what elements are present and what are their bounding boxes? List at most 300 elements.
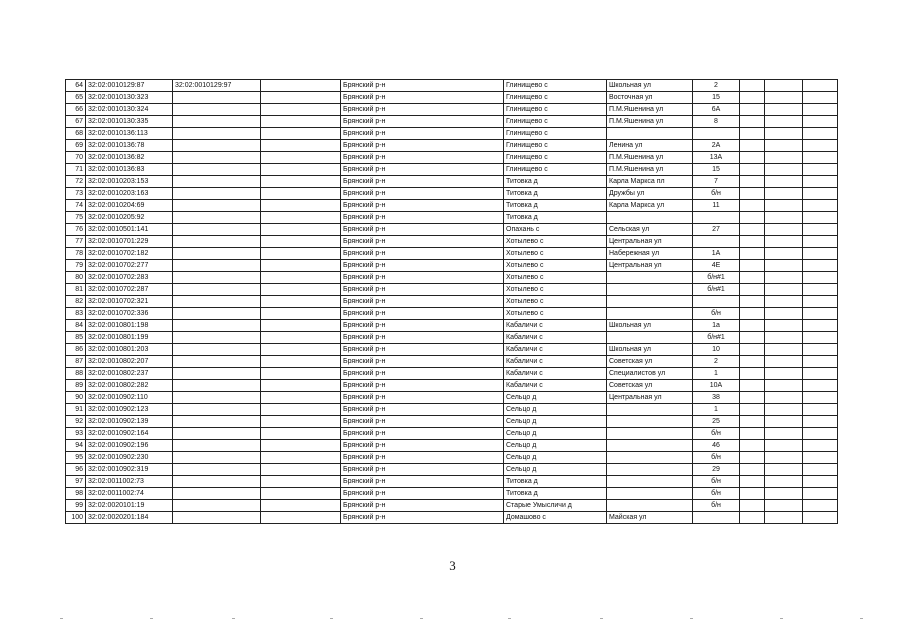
cell-settlement: Кабаличи с — [504, 356, 607, 368]
cell-district: Брянский р-н — [341, 212, 504, 224]
cell-empty — [765, 92, 803, 104]
cell-empty — [740, 404, 765, 416]
cell-settlement: Хотылево с — [504, 248, 607, 260]
cell-empty — [803, 512, 838, 524]
cell-empty — [765, 476, 803, 488]
cell-empty — [803, 332, 838, 344]
cell-district: Брянский р-н — [341, 452, 504, 464]
cell-parent-cadastral-number — [173, 308, 261, 320]
cell-district: Брянский р-н — [341, 404, 504, 416]
cell-parent-cadastral-number — [173, 332, 261, 344]
cell-empty — [261, 392, 341, 404]
table-row — [66, 140, 838, 152]
cell-house-number: 15 — [693, 164, 740, 176]
cell-empty — [765, 260, 803, 272]
cell-district: Брянский р-н — [341, 188, 504, 200]
cell-parent-cadastral-number: 32:02:0010129:97 — [173, 80, 261, 92]
cell-district: Брянский р-н — [341, 344, 504, 356]
cell-empty — [765, 104, 803, 116]
cell-cadastral-number: 32:02:0020101:19 — [86, 500, 173, 512]
cell-district: Брянский р-н — [341, 116, 504, 128]
cell-row-number: 72 — [66, 176, 86, 188]
table-row — [66, 272, 838, 284]
cell-house-number: 38 — [693, 392, 740, 404]
cell-empty — [803, 488, 838, 500]
cell-cadastral-number: 32:02:0010702:287 — [86, 284, 173, 296]
cell-parent-cadastral-number — [173, 428, 261, 440]
cell-street: П.М.Яшенина ул — [607, 164, 693, 176]
cell-cadastral-number: 32:02:0010203:163 — [86, 188, 173, 200]
cell-house-number — [693, 212, 740, 224]
cell-empty — [261, 80, 341, 92]
cell-settlement: Кабаличи с — [504, 368, 607, 380]
cell-row-number: 76 — [66, 224, 86, 236]
cell-parent-cadastral-number — [173, 452, 261, 464]
cell-empty — [765, 380, 803, 392]
cell-settlement: Сельцо д — [504, 452, 607, 464]
cell-empty — [740, 344, 765, 356]
cell-empty — [261, 428, 341, 440]
cell-parent-cadastral-number — [173, 392, 261, 404]
cell-empty — [803, 92, 838, 104]
table-row — [66, 104, 838, 116]
cell-settlement: Хотылево с — [504, 284, 607, 296]
cell-empty — [740, 200, 765, 212]
cell-empty — [740, 368, 765, 380]
cell-empty — [261, 212, 341, 224]
cell-house-number: 6А — [693, 104, 740, 116]
cell-settlement: Глинищево с — [504, 140, 607, 152]
cell-row-number: 88 — [66, 368, 86, 380]
cell-empty — [740, 128, 765, 140]
cell-empty — [261, 116, 341, 128]
cell-district: Брянский р-н — [341, 512, 504, 524]
cell-street: Карла Маркса пл — [607, 176, 693, 188]
cell-empty — [803, 416, 838, 428]
cell-settlement: Титовка д — [504, 476, 607, 488]
cell-empty — [740, 236, 765, 248]
cell-settlement: Хотылево с — [504, 296, 607, 308]
cell-empty — [765, 80, 803, 92]
cell-empty — [261, 320, 341, 332]
cell-empty — [803, 344, 838, 356]
cell-row-number: 66 — [66, 104, 86, 116]
table-row — [66, 320, 838, 332]
cell-row-number: 80 — [66, 272, 86, 284]
cell-house-number — [693, 296, 740, 308]
cell-empty — [261, 236, 341, 248]
cell-house-number: 10 — [693, 344, 740, 356]
cell-parent-cadastral-number — [173, 404, 261, 416]
cell-district: Брянский р-н — [341, 224, 504, 236]
cell-settlement: Кабаличи с — [504, 320, 607, 332]
cell-settlement: Домашово с — [504, 512, 607, 524]
cell-street: Центральная ул — [607, 260, 693, 272]
cell-cadastral-number: 32:02:0010902:196 — [86, 440, 173, 452]
cell-street — [607, 404, 693, 416]
table-row — [66, 80, 838, 92]
cell-district: Брянский р-н — [341, 464, 504, 476]
cell-house-number: 13А — [693, 152, 740, 164]
cell-empty — [261, 164, 341, 176]
cell-house-number: 1 — [693, 368, 740, 380]
cell-empty — [765, 416, 803, 428]
cell-parent-cadastral-number — [173, 200, 261, 212]
table-row — [66, 308, 838, 320]
cell-parent-cadastral-number — [173, 152, 261, 164]
cell-empty — [261, 368, 341, 380]
cell-house-number: б/н — [693, 488, 740, 500]
cell-street: Сельская ул — [607, 224, 693, 236]
cell-row-number: 74 — [66, 200, 86, 212]
cell-empty — [261, 128, 341, 140]
cell-street: Школьная ул — [607, 80, 693, 92]
cell-cadastral-number: 32:02:0010802:207 — [86, 356, 173, 368]
table-row — [66, 260, 838, 272]
cell-empty — [740, 380, 765, 392]
cell-house-number: 1А — [693, 248, 740, 260]
cell-cadastral-number: 32:02:0010902:110 — [86, 392, 173, 404]
cell-empty — [803, 248, 838, 260]
cell-settlement: Хотылево с — [504, 236, 607, 248]
cell-district: Брянский р-н — [341, 368, 504, 380]
table-row — [66, 176, 838, 188]
cell-row-number: 86 — [66, 344, 86, 356]
cell-empty — [803, 380, 838, 392]
cell-empty — [803, 308, 838, 320]
cell-street — [607, 296, 693, 308]
cell-settlement: Старые Умысличи д — [504, 500, 607, 512]
cell-parent-cadastral-number — [173, 104, 261, 116]
cell-house-number: б/н — [693, 188, 740, 200]
cell-empty — [261, 404, 341, 416]
table-row — [66, 152, 838, 164]
table-row — [66, 476, 838, 488]
cell-cadastral-number: 32:02:0010702:336 — [86, 308, 173, 320]
cell-parent-cadastral-number — [173, 248, 261, 260]
cell-row-number: 75 — [66, 212, 86, 224]
cell-row-number: 84 — [66, 320, 86, 332]
cell-street: Школьная ул — [607, 344, 693, 356]
cell-parent-cadastral-number — [173, 140, 261, 152]
table-row — [66, 488, 838, 500]
cell-empty — [803, 176, 838, 188]
table-row — [66, 212, 838, 224]
cell-cadastral-number: 32:02:0010129:87 — [86, 80, 173, 92]
cell-settlement: Титовка д — [504, 488, 607, 500]
cell-street: П.М.Яшенина ул — [607, 104, 693, 116]
cell-empty — [740, 308, 765, 320]
cell-house-number: б/н#1 — [693, 272, 740, 284]
table-row — [66, 404, 838, 416]
cell-cadastral-number: 32:02:0010801:198 — [86, 320, 173, 332]
cell-empty — [261, 248, 341, 260]
cell-district: Брянский р-н — [341, 104, 504, 116]
cell-district: Брянский р-н — [341, 260, 504, 272]
table-row — [66, 368, 838, 380]
cell-empty — [740, 116, 765, 128]
cell-parent-cadastral-number — [173, 176, 261, 188]
cell-empty — [803, 104, 838, 116]
cell-empty — [261, 188, 341, 200]
cell-street: П.М.Яшенина ул — [607, 152, 693, 164]
cell-parent-cadastral-number — [173, 296, 261, 308]
cell-empty — [765, 188, 803, 200]
cell-street: Ленина ул — [607, 140, 693, 152]
cell-district: Брянский р-н — [341, 248, 504, 260]
cell-street — [607, 500, 693, 512]
cell-street — [607, 440, 693, 452]
cell-cadastral-number: 32:02:0010130:323 — [86, 92, 173, 104]
cell-row-number: 94 — [66, 440, 86, 452]
table-row — [66, 356, 838, 368]
cell-empty — [765, 344, 803, 356]
cell-cadastral-number: 32:02:0010702:321 — [86, 296, 173, 308]
cell-empty — [261, 260, 341, 272]
cell-empty — [261, 488, 341, 500]
cell-district: Брянский р-н — [341, 200, 504, 212]
cell-row-number: 78 — [66, 248, 86, 260]
cell-settlement: Глинищево с — [504, 80, 607, 92]
cell-empty — [740, 392, 765, 404]
cell-empty — [803, 356, 838, 368]
cell-cadastral-number: 32:02:0010702:182 — [86, 248, 173, 260]
cell-parent-cadastral-number — [173, 236, 261, 248]
cell-settlement: Титовка д — [504, 188, 607, 200]
table-row — [66, 464, 838, 476]
cell-empty — [740, 464, 765, 476]
table-row — [66, 248, 838, 260]
cell-empty — [740, 512, 765, 524]
cell-row-number: 77 — [66, 236, 86, 248]
cell-empty — [740, 260, 765, 272]
cell-empty — [740, 476, 765, 488]
table-row — [66, 452, 838, 464]
cell-parent-cadastral-number — [173, 416, 261, 428]
table-row — [66, 392, 838, 404]
cell-empty — [261, 152, 341, 164]
cell-cadastral-number: 32:02:0010130:324 — [86, 104, 173, 116]
cell-district: Брянский р-н — [341, 500, 504, 512]
cell-settlement: Глинищево с — [504, 152, 607, 164]
cell-district: Брянский р-н — [341, 296, 504, 308]
cell-row-number: 98 — [66, 488, 86, 500]
cell-parent-cadastral-number — [173, 164, 261, 176]
cell-district: Брянский р-н — [341, 164, 504, 176]
cell-street — [607, 308, 693, 320]
cell-empty — [261, 452, 341, 464]
cell-empty — [740, 296, 765, 308]
cell-row-number: 96 — [66, 464, 86, 476]
cell-parent-cadastral-number — [173, 272, 261, 284]
cell-empty — [803, 284, 838, 296]
cell-district: Брянский р-н — [341, 236, 504, 248]
cell-empty — [803, 224, 838, 236]
cell-empty — [740, 452, 765, 464]
cell-empty — [765, 308, 803, 320]
cell-empty — [740, 488, 765, 500]
cell-district: Брянский р-н — [341, 308, 504, 320]
cell-row-number: 83 — [66, 308, 86, 320]
cell-street: Майская ул — [607, 512, 693, 524]
table-row — [66, 188, 838, 200]
cell-house-number: 27 — [693, 224, 740, 236]
cell-empty — [261, 104, 341, 116]
cell-empty — [803, 500, 838, 512]
cell-empty — [803, 272, 838, 284]
cell-cadastral-number: 32:02:0010902:230 — [86, 452, 173, 464]
cell-street: Школьная ул — [607, 320, 693, 332]
cell-cadastral-number: 32:02:0010501:141 — [86, 224, 173, 236]
cell-district: Брянский р-н — [341, 380, 504, 392]
cell-street: Советская ул — [607, 356, 693, 368]
cell-street — [607, 332, 693, 344]
cell-house-number — [693, 236, 740, 248]
cell-empty — [740, 356, 765, 368]
cell-street: Центральная ул — [607, 392, 693, 404]
cell-empty — [803, 152, 838, 164]
cell-district: Брянский р-н — [341, 332, 504, 344]
cell-empty — [803, 260, 838, 272]
cell-empty — [740, 176, 765, 188]
cell-row-number: 69 — [66, 140, 86, 152]
cell-empty — [261, 200, 341, 212]
cell-district: Брянский р-н — [341, 284, 504, 296]
cell-empty — [803, 476, 838, 488]
cell-empty — [740, 440, 765, 452]
cell-parent-cadastral-number — [173, 368, 261, 380]
table-body — [66, 80, 838, 524]
cell-parent-cadastral-number — [173, 380, 261, 392]
cell-cadastral-number: 32:02:0010205:92 — [86, 212, 173, 224]
cell-house-number: б/н — [693, 452, 740, 464]
cell-cadastral-number: 32:02:0010902:123 — [86, 404, 173, 416]
cell-cadastral-number: 32:02:0010204:69 — [86, 200, 173, 212]
table-row — [66, 332, 838, 344]
cell-cadastral-number: 32:02:0011002:73 — [86, 476, 173, 488]
cell-cadastral-number: 32:02:0010702:277 — [86, 260, 173, 272]
cell-settlement: Хотылево с — [504, 260, 607, 272]
cell-empty — [765, 272, 803, 284]
cell-empty — [803, 188, 838, 200]
cell-empty — [803, 128, 838, 140]
cell-parent-cadastral-number — [173, 116, 261, 128]
table-row — [66, 92, 838, 104]
cell-empty — [740, 272, 765, 284]
cell-settlement: Опахань с — [504, 224, 607, 236]
cell-district: Брянский р-н — [341, 128, 504, 140]
cell-settlement: Кабаличи с — [504, 380, 607, 392]
cell-row-number: 67 — [66, 116, 86, 128]
cell-settlement: Кабаличи с — [504, 332, 607, 344]
cell-empty — [740, 428, 765, 440]
cell-settlement: Хотылево с — [504, 272, 607, 284]
cell-empty — [765, 224, 803, 236]
cell-empty — [765, 212, 803, 224]
cell-district: Брянский р-н — [341, 356, 504, 368]
cell-street — [607, 476, 693, 488]
cell-parent-cadastral-number — [173, 512, 261, 524]
cell-empty — [261, 464, 341, 476]
cell-district: Брянский р-н — [341, 476, 504, 488]
cell-empty — [261, 332, 341, 344]
cell-settlement: Сельцо д — [504, 392, 607, 404]
cell-row-number: 90 — [66, 392, 86, 404]
cell-settlement: Глинищево с — [504, 164, 607, 176]
cell-settlement: Сельцо д — [504, 428, 607, 440]
cell-row-number: 97 — [66, 476, 86, 488]
cell-house-number: б/н#1 — [693, 284, 740, 296]
cell-settlement: Хотылево с — [504, 308, 607, 320]
table-row — [66, 236, 838, 248]
cell-row-number: 100 — [66, 512, 86, 524]
cell-house-number: 11 — [693, 200, 740, 212]
cell-house-number: 4Е — [693, 260, 740, 272]
cell-street: Восточная ул — [607, 92, 693, 104]
cell-cadastral-number: 32:02:0010136:83 — [86, 164, 173, 176]
cell-cadastral-number: 32:02:0010702:283 — [86, 272, 173, 284]
cell-empty — [261, 176, 341, 188]
cell-row-number: 92 — [66, 416, 86, 428]
cell-street: П.М.Яшенина ул — [607, 116, 693, 128]
cell-cadastral-number: 32:02:0010136:82 — [86, 152, 173, 164]
table-row — [66, 416, 838, 428]
cell-empty — [803, 140, 838, 152]
cell-street — [607, 452, 693, 464]
cell-house-number: 8 — [693, 116, 740, 128]
cell-empty — [765, 200, 803, 212]
cell-empty — [803, 392, 838, 404]
cell-empty — [261, 416, 341, 428]
cell-house-number: 10А — [693, 380, 740, 392]
table-row — [66, 428, 838, 440]
cell-street — [607, 464, 693, 476]
cell-street: Советская ул — [607, 380, 693, 392]
cell-house-number: 2 — [693, 356, 740, 368]
cell-settlement: Глинищево с — [504, 104, 607, 116]
cell-parent-cadastral-number — [173, 320, 261, 332]
cell-empty — [740, 284, 765, 296]
cell-empty — [765, 176, 803, 188]
cell-row-number: 91 — [66, 404, 86, 416]
cell-street — [607, 488, 693, 500]
cell-settlement: Титовка д — [504, 176, 607, 188]
cell-empty — [765, 464, 803, 476]
cell-street: Карла Маркса ул — [607, 200, 693, 212]
cell-empty — [261, 500, 341, 512]
cell-empty — [261, 380, 341, 392]
cell-district: Брянский р-н — [341, 176, 504, 188]
cell-empty — [740, 416, 765, 428]
cell-empty — [740, 320, 765, 332]
cell-house-number: 2 — [693, 80, 740, 92]
cell-empty — [765, 248, 803, 260]
cell-empty — [740, 80, 765, 92]
cell-empty — [765, 512, 803, 524]
table-row — [66, 440, 838, 452]
cell-empty — [803, 116, 838, 128]
cell-district: Брянский р-н — [341, 80, 504, 92]
cell-settlement: Титовка д — [504, 200, 607, 212]
cell-empty — [765, 500, 803, 512]
cell-settlement: Сельцо д — [504, 440, 607, 452]
cell-empty — [765, 320, 803, 332]
cell-row-number: 70 — [66, 152, 86, 164]
cell-empty — [740, 212, 765, 224]
cell-street: Специалистов ул — [607, 368, 693, 380]
cell-house-number: б/н — [693, 500, 740, 512]
table-row — [66, 512, 838, 524]
